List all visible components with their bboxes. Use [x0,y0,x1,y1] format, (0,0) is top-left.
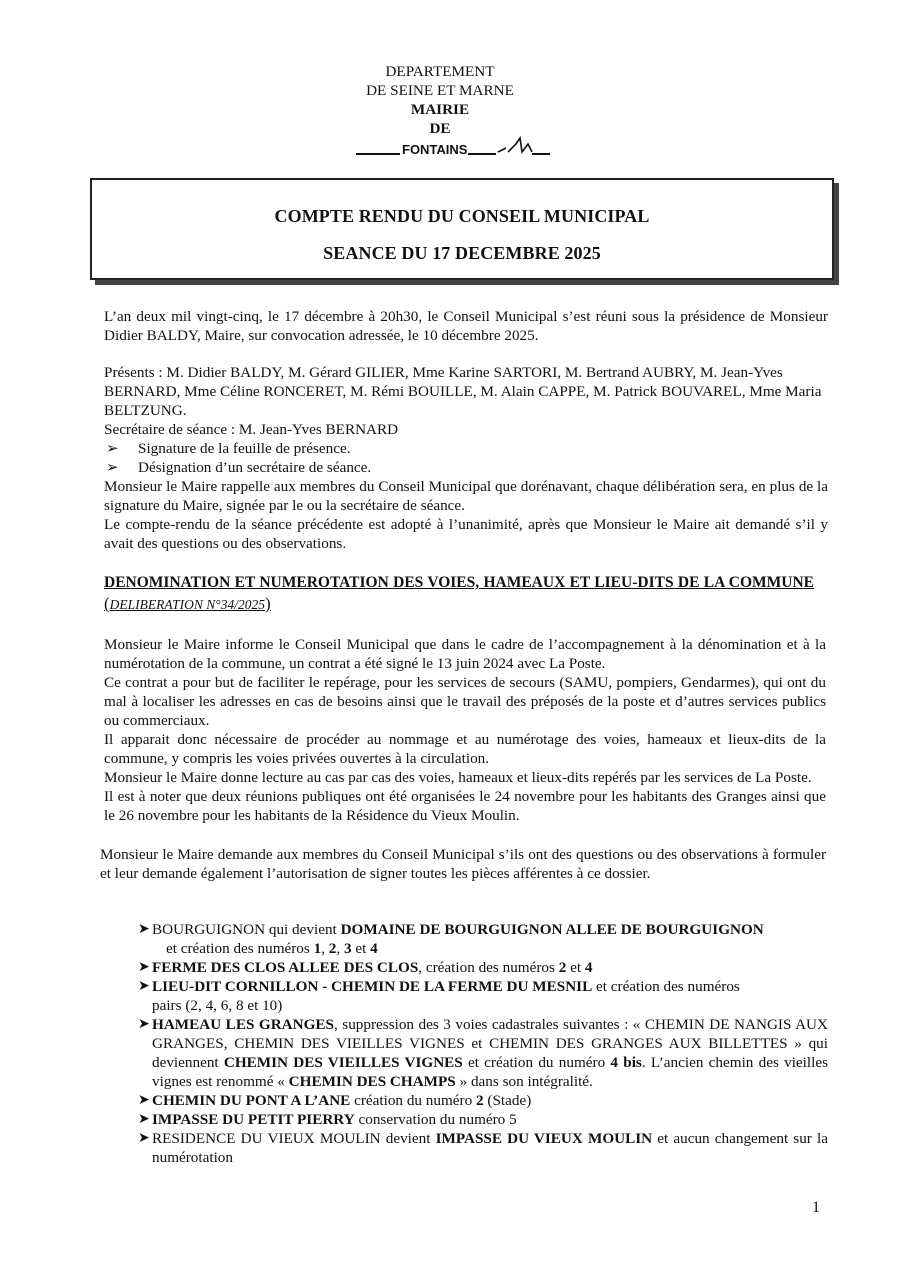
arrowhead-bullet-icon: ➢ [106,440,119,457]
paragraph: Ce contrat a pour but de faciliter le repérage, pour les services de secours (SAMU, pompiers, Gendarmes), qui ont du mal à localiser les adresses en cas de besoins ainsi que le travail des préposés de la poste et d’autres services publics ou commerciaux. [104,674,826,729]
arrowhead-bullet-icon: ➤ [138,922,150,937]
mairie-label: MAIRIE [410,101,470,118]
list-item: ➤ HAMEAU LES GRANGES, suppression des 3 voies cadastrales suivantes : « CHEMIN DE NANGIS AUX GRANGES, CHEMIN DES VIEILLES VIGNES et CHEMIN DES GRANGES AUX BILLETTES » qui deviennent CHEMIN DES VIEILLES VIGNES et création du numéro 4 bis. L’ancien chemin des vieilles vignes est renommé « CHEMIN DES CHAMPS » dans son intégralité. [138,1016,828,1090]
paragraph: Monsieur le Maire donne lecture au cas par cas des voies, hameaux et lieux-dits repérés par les services de La Poste. [104,769,812,786]
town-logo [356,136,550,158]
attendance-block [104,363,828,553]
section-title: DENOMINATION ET NUMEROTATION DES VOIES, HAMEAUX ET LIEU-DITS DE LA COMMUNE (DELIBERATION N°34/2025) [104,574,814,613]
paragraph: Monsieur le Maire demande aux membres du Conseil Municipal s’ils ont des questions ou des observations à formuler et leur demande également l’autorisation de signer toutes les pièces afférentes à ce dossier. [100,846,826,882]
department-line: DEPARTEMENT [385,63,495,80]
list-item: ➢ Signature de la feuille de présence. [106,440,351,457]
arrowhead-bullet-icon: ➤ [138,979,150,994]
reminder-paragraph: Monsieur le Maire rappelle aux membres du Conseil Municipal que dorénavant, chaque délibération sera, en plus de la signature du Maire, signée par le ou la secrétaire de séance. [104,478,828,514]
arrowhead-bullet-icon: ➤ [138,1093,150,1108]
arrowhead-bullet-icon: ➤ [138,1131,150,1146]
session-secretary: Secrétaire de séance : M. Jean-Yves BERNARD [104,421,399,438]
list-item: ➢ Désignation d’un secrétaire de séance. [106,459,372,476]
town-name: FONTAINS [402,142,468,157]
arrowhead-bullet-icon: ➤ [138,960,150,975]
list-item: ➤ LIEU-DIT CORNILLON - CHEMIN DE LA FERME DU MESNIL et création des numéros pairs (2, 4, 6, 8 et 10) [138,978,740,1014]
street-list [138,920,828,1167]
list-item: ➤ BOURGUIGNON qui devient DOMAINE DE BOURGUIGNON ALLEE DE BOURGUIGNON et création des numéros 1, 2, 3 et 4 [138,921,764,957]
letterhead [0,62,880,138]
arrowhead-bullet-icon: ➤ [138,1017,150,1032]
list-item: ➤ CHEMIN DU PONT A L’ANE création du numéro 2 (Stade) [138,1092,532,1109]
paragraph: Il est à noter que deux réunions publiques ont été organisées le 24 novembre pour les habitants des Granges ainsi que le 26 novembre pour les habitants de la Résidence du Vieux Moulin. [104,788,826,824]
de-label: DE [429,120,451,137]
intro-opening: L’an deux mil vingt-cinq, le 17 décembre à 20h30, le Conseil Municipal s’est réuni sous la présidence de Monsieur Didier BALDY, Maire, sur convocation adressée, le 10 décembre 2025. [104,308,828,344]
arrowhead-bullet-icon: ➤ [138,1112,150,1127]
deliberation-reference: DELIBERATION N°34/2025 [109,597,265,612]
section-body [104,635,826,825]
list-item: ➤ RESIDENCE DU VIEUX MOULIN devient IMPASSE DU VIEUX MOULIN et aucun changement sur la numérotation [138,1130,828,1166]
list-item: ➤ IMPASSE DU PETIT PIERRY conservation du numéro 5 [138,1111,517,1128]
document-title: COMPTE RENDU DU CONSEIL MUNICIPAL [274,206,650,226]
paragraph: Il apparait donc nécessaire de procéder au nommage et au numérotage des voies, hameaux et lieux-dits de la commune, y compris les voies privées ouvertes à la circulation. [104,731,826,767]
approval-paragraph: Le compte-rendu de la séance précédente est adopté à l’unanimité, après que Monsieur le Maire ait demandé s’il y avait des questions ou des observations. [104,516,828,552]
arrowhead-bullet-icon: ➢ [106,459,119,476]
list-item: ➤ FERME DES CLOS ALLEE DES CLOS, création des numéros 2 et 4 [138,959,593,976]
department-name: DE SEINE ET MARNE [366,82,514,99]
page-number: 1 [812,1199,820,1216]
paragraph: Monsieur le Maire informe le Conseil Municipal que dans le cadre de l’accompagnement à la dénomination et à la numérotation de la commune, un contrat a été signé le 13 juin 2024 avec La Poste. [104,636,826,672]
session-date: SEANCE DU 17 DECEMBRE 2025 [323,243,601,263]
title-box [90,178,834,280]
present-members: Présents : M. Didier BALDY, M. Gérard GILIER, Mme Karine SARTORI, M. Bertrand AUBRY, M. Jean-Yves BERNARD, Mme Céline RONCERET, M. Rémi BOUILLE, M. Alain CAPPE, M. Patrick BOUVAREL, Mme Maria BELTZUNG. [104,364,822,419]
